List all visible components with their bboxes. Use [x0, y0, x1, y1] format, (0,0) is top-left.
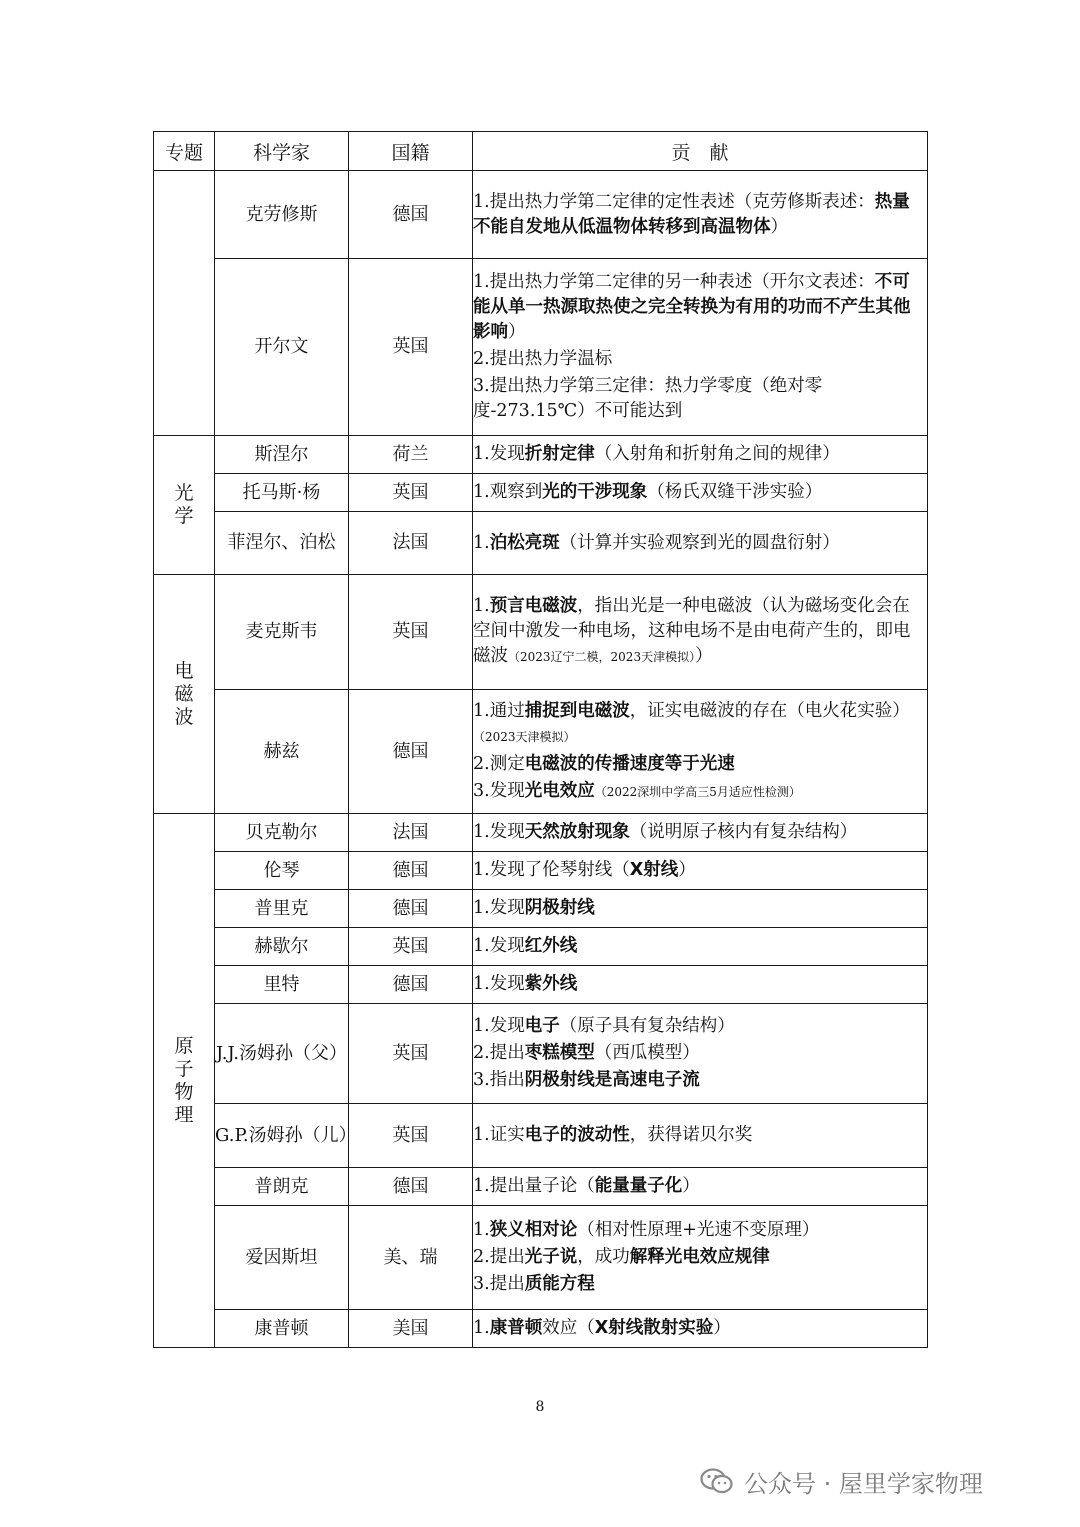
contribution-item — [473, 374, 927, 424]
contribution-text: ） — [713, 1318, 731, 1338]
nationality: 荷兰 — [349, 436, 473, 474]
contribution-text: 1.发现了伦琴射线（ — [473, 860, 630, 880]
contribution-item — [473, 1316, 927, 1341]
contribution-item — [473, 1123, 927, 1148]
scientist-name: 克劳修斯 — [215, 171, 349, 259]
contribution-item — [473, 190, 927, 240]
scientist-name: 普朗克 — [215, 1168, 349, 1206]
emphasis-text: 解释光电效应规律 — [629, 1247, 770, 1267]
table-row — [154, 814, 928, 852]
table-row — [154, 890, 928, 928]
nationality: 英国 — [349, 474, 473, 512]
contribution-text: 3.提出 — [473, 1274, 525, 1294]
table-row — [154, 171, 928, 259]
table-row — [154, 512, 928, 575]
topic-label: 光学 — [174, 482, 194, 527]
scientist-name: 托马斯·杨 — [215, 474, 349, 512]
contribution-text: 1.提出量子论（ — [473, 1176, 595, 1196]
contribution-text: ） — [682, 1176, 700, 1196]
contribution-item — [473, 594, 927, 670]
contribution-text: ，指出光是一种电磁波（认为磁场变化会在空间中激发一种电场，这种电场不是由电荷产生的，即电磁波 — [473, 596, 911, 666]
contribution-item — [473, 1014, 927, 1039]
table-body — [154, 171, 928, 1348]
contribution — [473, 966, 928, 1004]
emphasis-text: 紫外线 — [524, 974, 578, 994]
emphasis-text: 电子 — [524, 1016, 560, 1036]
contribution-item — [473, 1068, 927, 1093]
nationality: 英国 — [349, 1104, 473, 1168]
contribution-text: （杨氏双缝干涉实验） — [647, 482, 823, 502]
emphasis-text: 天然放射现象 — [524, 822, 630, 842]
emphasis-text: 光子说 — [524, 1247, 578, 1267]
contribution — [473, 171, 928, 259]
table-row — [154, 436, 928, 474]
emphasis-text: 折射定律 — [524, 444, 595, 464]
emphasis-text: 光的干涉现象 — [542, 482, 648, 502]
contribution-item — [473, 972, 927, 997]
table-row — [154, 1104, 928, 1168]
contribution-item — [473, 1041, 927, 1066]
contribution-item — [473, 442, 927, 467]
contribution-text: 2.提出 — [473, 1043, 525, 1063]
scientist-name: 贝克勒尔 — [215, 814, 349, 852]
contribution — [473, 1004, 928, 1104]
nationality: 法国 — [349, 814, 473, 852]
topic-label: 原子物理 — [174, 1034, 194, 1126]
contribution-text: 1. — [473, 532, 490, 553]
scientist-name: 斯涅尔 — [215, 436, 349, 474]
contribution — [473, 1168, 928, 1206]
header-contribution: 贡 献 — [473, 132, 928, 171]
contribution — [473, 512, 928, 575]
contribution-text: 1.提出热力学第二定律的定性表述（克劳修斯表述： — [473, 191, 875, 212]
scientist-name: 赫歇尔 — [215, 928, 349, 966]
contribution-text: 1.发现 — [473, 936, 525, 956]
contribution-text: （入射角和折射角之间的规律） — [594, 444, 840, 464]
source-note: （2023辽宁二模，2023天津模拟） — [508, 650, 696, 664]
contribution — [473, 852, 928, 890]
contribution-text: （计算并实验观察到光的圆盘衍射） — [559, 532, 840, 553]
emphasis-text: 红外线 — [524, 936, 578, 956]
contribution-text: ） — [678, 860, 696, 880]
contribution-text: 1.发现 — [473, 444, 525, 464]
contribution-text: ，成功 — [577, 1247, 630, 1267]
emphasis-text: 热量不能自发地从低温物体转移到高温物体 — [473, 191, 910, 237]
table-header-row — [154, 132, 928, 171]
emphasis-text: 狭义相对论 — [489, 1220, 578, 1240]
emphasis-text: 康普顿 — [489, 1318, 543, 1338]
contribution-text: 1.发现 — [473, 974, 525, 994]
scientist-name: 爱因斯坦 — [215, 1206, 349, 1310]
emphasis-text: 光电效应 — [524, 780, 595, 801]
contribution — [473, 474, 928, 512]
topic-label: 电磁波 — [174, 659, 194, 728]
contribution-text: （相对性原理+光速不变原理） — [577, 1220, 820, 1240]
scientist-name: G.P.汤姆孙（儿） — [215, 1104, 349, 1168]
contribution-item — [473, 699, 927, 750]
header-nationality: 国籍 — [349, 132, 473, 171]
emphasis-text: 电磁波的传播速度等于光速 — [524, 753, 735, 774]
scientist-name: 开尔文 — [215, 259, 349, 436]
contribution-text: 1.证实 — [473, 1125, 525, 1145]
emphasis-text: 不可能从单一热源取热使之完全转换为有用的功而不产生其他影响 — [473, 272, 911, 342]
contribution-text: ，证实电磁波的存在（电火花实验） — [629, 700, 910, 721]
contribution-item — [473, 480, 927, 505]
contribution-text: ） — [770, 216, 788, 237]
table-row — [154, 474, 928, 512]
contribution — [473, 814, 928, 852]
contribution-text: 3.提出热力学第三定律：热力学零度（绝对零度-273.15℃）不可能达到 — [473, 376, 823, 421]
contribution-text: 1.观察到 — [473, 482, 543, 502]
emphasis-text: 阴极射线 — [524, 898, 595, 918]
nationality: 德国 — [349, 171, 473, 259]
table-row — [154, 966, 928, 1004]
scientist-name: 普里克 — [215, 890, 349, 928]
contribution — [473, 1310, 928, 1348]
contribution-item — [473, 531, 927, 556]
contribution-text: 1.通过 — [473, 700, 525, 721]
table-row — [154, 1310, 928, 1348]
contribution-text: ） — [695, 646, 713, 666]
watermark-text: 公众号 · 屋里学家物理 — [744, 1469, 983, 1498]
contribution-item — [473, 270, 927, 345]
table-row — [154, 1206, 928, 1310]
contribution-text: 2.提出 — [473, 1247, 525, 1267]
contribution-text: （西瓜模型） — [594, 1043, 700, 1063]
contribution-item — [473, 1272, 927, 1297]
table-row — [154, 259, 928, 436]
table-row — [154, 928, 928, 966]
nationality: 英国 — [349, 928, 473, 966]
contribution-item — [473, 1218, 927, 1243]
emphasis-text: X射线散射实验 — [594, 1318, 714, 1338]
contribution-text: （说明原子核内有复杂结构） — [629, 822, 858, 842]
emphasis-text: 捕捉到电磁波 — [524, 700, 630, 721]
source-note: （2023天津模拟） — [473, 729, 576, 744]
topic-electromagnetic-waves — [154, 575, 215, 814]
contribution-item — [473, 779, 927, 805]
contribution — [473, 1206, 928, 1310]
contribution-text: 2.测定 — [473, 753, 525, 774]
contribution-text: 1.发现 — [473, 898, 525, 918]
emphasis-text: 质能方程 — [524, 1274, 595, 1294]
contribution-text: （原子具有复杂结构） — [559, 1016, 735, 1036]
nationality: 英国 — [349, 575, 473, 690]
contribution-text: 1.发现 — [473, 1016, 525, 1036]
watermark — [700, 1463, 983, 1499]
nationality: 德国 — [349, 690, 473, 814]
scientist-name: 赫兹 — [215, 690, 349, 814]
emphasis-text: 预言电磁波 — [489, 596, 578, 616]
contribution-text: 1. — [473, 596, 490, 616]
emphasis-text: X射线 — [629, 860, 679, 880]
emphasis-text: 泊松亮斑 — [489, 532, 560, 553]
contribution-text: 3.指出 — [473, 1070, 525, 1090]
scientist-name: 伦琴 — [215, 852, 349, 890]
emphasis-text: 电子的波动性 — [524, 1125, 630, 1145]
contribution-text: 效应（ — [542, 1318, 595, 1338]
contribution-text: ） — [508, 322, 526, 342]
contribution — [473, 928, 928, 966]
contribution-item — [473, 1174, 927, 1199]
table-row — [154, 1004, 928, 1104]
contribution-text: 1. — [473, 1220, 490, 1240]
nationality: 法国 — [349, 512, 473, 575]
nationality: 英国 — [349, 259, 473, 436]
nationality: 德国 — [349, 852, 473, 890]
nationality: 美国 — [349, 1310, 473, 1348]
scientist-name: 菲涅尔、泊松 — [215, 512, 349, 575]
contribution-item — [473, 752, 927, 777]
contribution-item — [473, 934, 927, 959]
contribution — [473, 436, 928, 474]
contribution-item — [473, 347, 927, 372]
contribution-item — [473, 896, 927, 921]
contribution-text: 2.提出热力学温标 — [473, 349, 613, 369]
nationality: 德国 — [349, 966, 473, 1004]
scientist-name: 康普顿 — [215, 1310, 349, 1348]
scientist-name: 里特 — [215, 966, 349, 1004]
topic-optics — [154, 436, 215, 575]
nationality: 德国 — [349, 890, 473, 928]
contribution-item — [473, 1245, 927, 1270]
table-row — [154, 1168, 928, 1206]
emphasis-text: 枣糕模型 — [524, 1043, 595, 1063]
contribution — [473, 890, 928, 928]
source-note: （2022深圳中学高三5月适应性检测） — [594, 784, 801, 799]
contribution-text: 1.发现 — [473, 822, 525, 842]
scientist-name: J.J.汤姆孙（父） — [215, 1004, 349, 1104]
scientist-name: 麦克斯韦 — [215, 575, 349, 690]
page-number: 8 — [535, 1399, 545, 1415]
nationality: 德国 — [349, 1168, 473, 1206]
contribution-item — [473, 820, 927, 845]
contribution-text: ，获得诺贝尔奖 — [629, 1125, 753, 1145]
contribution-text: 3.发现 — [473, 780, 525, 801]
topic-thermodynamics — [154, 171, 215, 436]
emphasis-text: 能量量子化 — [594, 1176, 683, 1196]
contribution-text: 1. — [473, 1318, 490, 1338]
contribution — [473, 575, 928, 690]
nationality: 美、瑞 — [349, 1206, 473, 1310]
scientists-table — [153, 131, 928, 1348]
emphasis-text: 阴极射线是高速电子流 — [524, 1070, 700, 1090]
contribution-text: 1.提出热力学第二定律的另一种表述（开尔文表述： — [473, 272, 875, 292]
table-row — [154, 852, 928, 890]
contribution — [473, 690, 928, 814]
nationality: 英国 — [349, 1004, 473, 1104]
contribution — [473, 1104, 928, 1168]
contribution — [473, 259, 928, 436]
header-topic: 专题 — [154, 132, 215, 171]
topic-atomic-physics — [154, 814, 215, 1348]
table-row — [154, 690, 928, 814]
wechat-icon — [700, 1467, 734, 1495]
header-scientist: 科学家 — [215, 132, 349, 171]
contribution-item — [473, 858, 927, 883]
table-row — [154, 575, 928, 690]
